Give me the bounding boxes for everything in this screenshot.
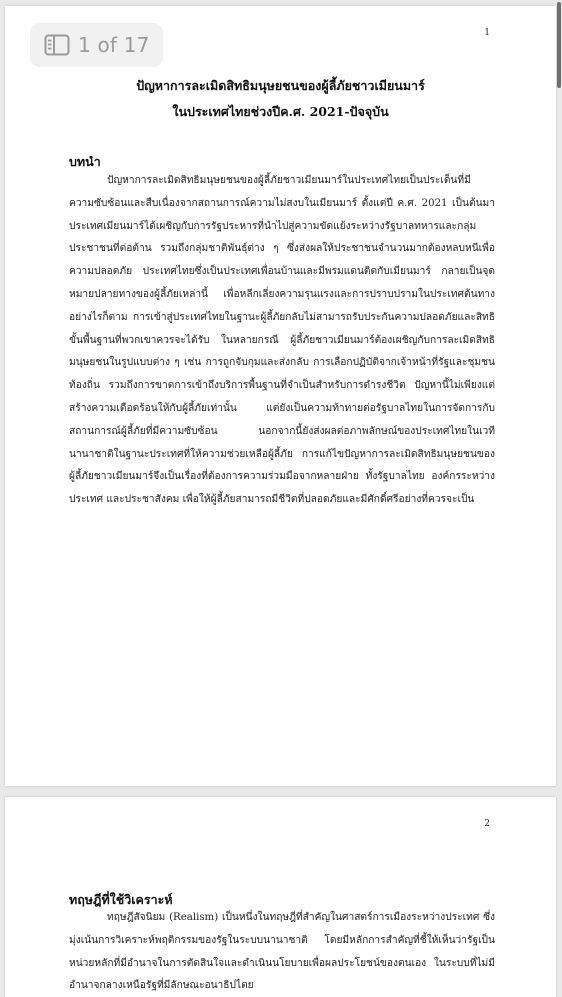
section-heading-introduction: บทนำ — [69, 154, 101, 169]
document-page-1 — [5, 6, 556, 786]
scrollbar-thumb[interactable] — [557, 2, 561, 88]
document-title-line-1: ปัญหาการละเมิดสิทธิมนุษยชนของผู้ลี้ภัยชาวเมียนมาร์ — [136, 78, 425, 93]
page-number: 1 — [484, 28, 490, 38]
theory-paragraph: ทฤษฎีสัจนิยม (Realism) เป็นหนึ่งในทฤษฎีที่สำคัญในศาสตร์การเมืองระหว่างประเทศ ซึ่งมุ่งเน้นการวิเคราะห์พฤติกรรมของรัฐในระบบนานาชาติ โดยมีหลักการสำคัญที่ชี้ให้เห็นว่ารัฐเป็นหน่วยหลักที่มีอำนาจในการตัดสินใจและดำเนินนโยบายเพื่อผลประโยชน์ของตนเอง ในระบบที่ไม่มีอำนาจกลางเหนือรัฐที่มีลักษณะอนาธิปไตย — [69, 912, 495, 992]
section-heading-theory: ทฤษฎีที่ใช้วิเคราะห์ — [69, 892, 173, 907]
page-counter[interactable] — [30, 23, 163, 67]
page-counter-label: 1 of 17 — [78, 33, 150, 57]
document-title-line-2: ในประเทศไทยช่วงปีค.ศ. 2021-ปัจจุบัน — [172, 104, 389, 119]
page-number: 2 — [484, 819, 490, 829]
vertical-scrollbar[interactable] — [556, 0, 562, 960]
sidebar-toggle-icon[interactable] — [44, 34, 70, 56]
document-page-2 — [5, 797, 556, 997]
introduction-paragraph: ปัญหาการละเมิดสิทธิมนุษยชนของผู้ลี้ภัยชาวเมียนมาร์ในประเทศไทยเป็นประเด็นที่มีความซับซ้อนและสืบเนื่องจากสถานการณ์ความไม่สงบในเมียนมาร์ ตั้งแต่ปี ค.ศ. 2021 เป็นต้นมา ประเทศเมียนมาร์ได้เผชิญกับการรัฐประหารที่นำไปสู่ความขัดแย้งระหว่างรัฐบาลทหารและกลุ่มประชาชนที่ต่อต้าน รวมถึงกลุ่มชาติพันธุ์ต่าง ๆ ซึ่งส่งผลให้ประชาชนจำนวนมากต้องหลบหนีเพื่อความปลอดภัย ประเทศไทยซึ่งเป็นประเทศเพื่อนบ้านและมีพรมแดนติดกับเมียนมาร์ กลายเป็นจุดหมายปลายทางของผู้ลี้ภัยเหล่านี้ เพื่อหลีกเลี่ยงความรุนแรงและการปราบปรามในประเทศต้นทาง อย่างไรก็ตาม การเข้าสู่ประเทศไทยในฐานะผู้ลี้ภัยกลับไม่สามารถรับประกันความปลอดภัยและสิทธิขั้นพื้นฐานที่พวกเขาควรจะได้รับ ในหลายกรณี ผู้ลี้ภัยชาวเมียนมาร์ต้องเผชิญกับการละเมิดสิทธิมนุษยชนในรูปแบบต่าง ๆ เช่น การถูกจับกุมและส่งกลับ การเลือกปฏิบัติจากเจ้าหน้าที่รัฐและชุมชนท้องถิ่น รวมถึงการขาดการเข้าถึงบริการพื้นฐานที่จำเป็นสำหรับการดำรงชีวิต ปัญหานี้ไม่เพียงแต่สร้างความเดือดร้อนให้กับผู้ลี้ภัยเท่านั้น แต่ยังเป็นความท้าทายต่อรัฐบาลไทยในการจัดการกับสถานการณ์ผู้ลี้ภัยที่มีความซับซ้อน นอกจากนี้ยังส่งผลต่อภาพลักษณ์ของประเทศไทยในเวทีนานาชาติในฐานะประเทศที่ให้ความช่วยเหลือผู้ลี้ภัย การแก้ไขปัญหาการละเมิดสิทธิมนุษยชนของผู้ลี้ภัยชาวเมียนมาร์จึงเป็นเรื่องที่ต้องการความร่วมมือจากหลายฝ่าย ทั้งรัฐบาลไทย องค์กรระหว่างประเทศ และประชาสังคม เพื่อให้ผู้ลี้ภัยสามารถมีชีวิตที่ปลอดภัยและมีศักดิ์ศรีอย่างที่ควรจะเป็น — [69, 175, 495, 506]
